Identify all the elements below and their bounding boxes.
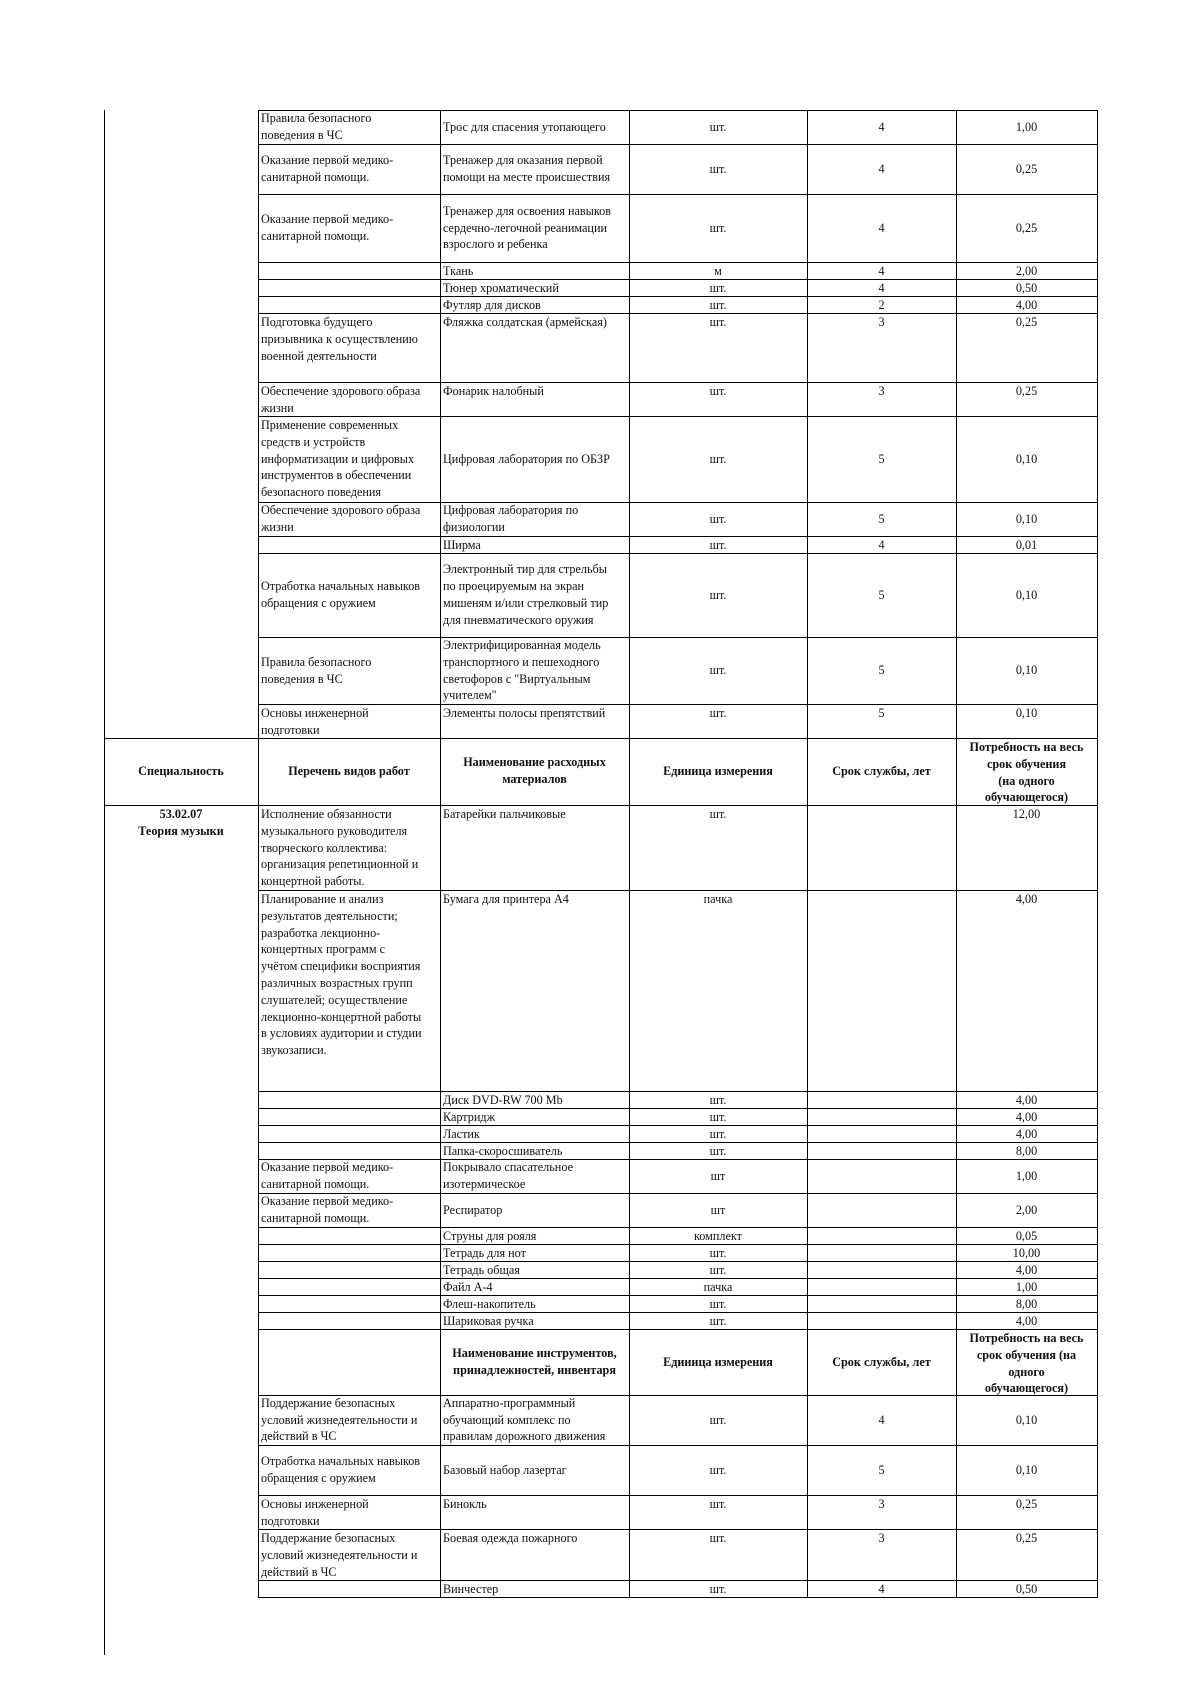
unit-text: шт. — [709, 315, 727, 329]
requirement-text: 0,10 — [1015, 1412, 1038, 1427]
work-type-text: слушателей; осуществление — [261, 992, 408, 1007]
work-type-text: Отработка начальных навыков — [261, 579, 421, 594]
unit-text: шт. — [709, 298, 727, 312]
requirement-text: 0,10 — [1015, 663, 1038, 678]
unit-text: шт. — [709, 1093, 727, 1107]
header-top-line — [104, 738, 1098, 739]
service-life-text: 4 — [878, 538, 885, 552]
unit-text: шт. — [709, 1127, 727, 1141]
unit-text: шт. — [709, 1412, 727, 1427]
service-life-text: 4 — [878, 281, 885, 295]
requirement-text: 4,00 — [1015, 892, 1038, 906]
item-name-text: Аппаратно-программный — [443, 1395, 576, 1410]
work-type-text: безопасного поведения — [261, 485, 382, 500]
work-type-text: действий в ЧС — [261, 1564, 337, 1579]
item-name-text: мишеням и/или стрелковый тир — [443, 596, 609, 610]
unit-text: шт. — [709, 281, 727, 295]
requirement-text: 2,00 — [1015, 264, 1038, 278]
row-divider — [258, 637, 1098, 638]
work-type-text: подготовки — [261, 1513, 320, 1528]
work-type-text: поведения в ЧС — [261, 671, 343, 686]
work-type-text: Обеспечение здорового образа — [261, 503, 421, 518]
service-life-text: 4 — [878, 220, 885, 235]
row-divider — [258, 144, 1098, 145]
item-name-text: Бумага для принтера А4 — [443, 892, 569, 906]
service-life-text: 2 — [878, 298, 885, 312]
work-type-text: обращения с оружием — [261, 596, 376, 610]
work-type-text: учётом специфики восприятия — [261, 959, 421, 974]
header-item-name: Наименование расходных — [463, 755, 606, 769]
column-divider — [629, 110, 630, 738]
work-type-text: результатов деятельности; — [261, 908, 398, 923]
work-type-text: действий в ЧС — [261, 1429, 337, 1444]
unit-text: шт. — [709, 1314, 727, 1328]
work-type-text: Правила безопасного — [261, 111, 372, 126]
work-type-text: Исполнение обязанности — [261, 807, 392, 821]
service-life-text: 3 — [878, 1497, 885, 1511]
unit-text: шт. — [709, 663, 727, 678]
service-life-text: 5 — [878, 451, 885, 466]
requirement-text: 8,00 — [1015, 1144, 1038, 1158]
service-life-text: 3 — [878, 1531, 885, 1545]
unit-text: шт. — [709, 1263, 727, 1277]
item-name-text: взрослого и ребенка — [443, 237, 548, 252]
unit-text: комплект — [694, 1229, 742, 1243]
item-name-text: Фонарик налобный — [443, 384, 544, 398]
item-name-text: Диск DVD-RW 700 Mb — [443, 1093, 563, 1107]
work-type-text: Обеспечение здорового образа — [261, 384, 421, 398]
item-name-text: Флеш-накопитель — [443, 1297, 536, 1311]
work-type-text: санитарной помощи. — [261, 1177, 370, 1191]
item-name-text: Файл А-4 — [443, 1280, 493, 1294]
work-type-text: различных возрастных групп — [261, 976, 413, 990]
item-name-text: Электрифицированная модель — [443, 637, 601, 652]
work-type-text: военной деятельности — [261, 348, 377, 363]
work-type-text: Планирование и анализ — [261, 892, 384, 906]
item-name-text: Бинокль — [443, 1497, 487, 1511]
unit-text: шт. — [709, 807, 727, 821]
unit-text: шт. — [709, 1246, 727, 1260]
item-name-text: правилам дорожного движения — [443, 1429, 606, 1444]
requirement-text: 0,50 — [1015, 281, 1038, 295]
column-divider — [258, 1329, 259, 1597]
requirement-text: 0,25 — [1015, 161, 1038, 176]
unit-text: шт. — [709, 1297, 727, 1311]
row-divider — [258, 1445, 1098, 1446]
requirement-text: 0,25 — [1015, 384, 1038, 398]
row-divider — [258, 110, 1098, 111]
item-name-text: Базовый набор лазертаг — [443, 1462, 567, 1477]
item-name-text: Респиратор — [443, 1202, 503, 1217]
item-name-text: физиологии — [443, 520, 505, 534]
work-type-text: концертной работы. — [261, 874, 365, 889]
unit-text: шт. — [709, 587, 727, 602]
item-name-text: Тетрадь для нот — [443, 1246, 526, 1260]
work-type-text: жизни — [261, 400, 294, 415]
item-name-text: сердечно-легочной реанимации — [443, 220, 608, 235]
unit-text: шт. — [709, 1497, 727, 1511]
requirement-text: 8,00 — [1015, 1297, 1038, 1311]
header-requirement: Потребность на весь — [969, 1331, 1084, 1345]
work-type-text: санитарной помощи. — [261, 229, 370, 243]
service-life-text: 5 — [878, 706, 885, 720]
item-name-text: Тетрадь общая — [443, 1263, 520, 1277]
work-type-text: Основы инженерной — [261, 706, 369, 720]
column-divider — [440, 805, 441, 1329]
column-divider — [1097, 805, 1098, 1329]
service-life-text: 4 — [878, 264, 885, 278]
item-name-text: Элементы полосы препятствий — [443, 706, 606, 720]
item-name-text: Картридж — [443, 1110, 496, 1124]
item-name-text: Боевая одежда пожарного — [443, 1531, 578, 1545]
work-type-text: Основы инженерной — [261, 1497, 369, 1511]
item-name-text: Трос для спасения утопающего — [443, 119, 606, 134]
work-type-text: санитарной помощи. — [261, 1211, 370, 1225]
item-name-text: Покрывало спасательное — [443, 1160, 573, 1175]
unit-text: м — [714, 264, 722, 278]
work-type-text: средств и устройств — [261, 434, 366, 449]
column-divider — [258, 110, 259, 738]
service-life-text: 3 — [878, 384, 885, 398]
requirement-text: 0,25 — [1015, 1531, 1038, 1545]
requirement-text: 12,00 — [1012, 807, 1041, 821]
service-life-text: 5 — [878, 1462, 885, 1477]
work-type-text: условий жизнедеятельности и — [261, 1412, 418, 1427]
unit-text: шт. — [709, 220, 727, 235]
requirement-text: 4,00 — [1015, 1314, 1038, 1328]
requirement-text: 0,01 — [1015, 538, 1038, 552]
service-life-text: 5 — [878, 663, 885, 678]
requirement-text: 0,10 — [1015, 451, 1038, 466]
unit-text: шт. — [709, 538, 727, 552]
service-life-text: 4 — [878, 1412, 885, 1427]
column-divider — [807, 110, 808, 738]
column-divider — [1097, 110, 1098, 738]
header-specialty: Специальность — [138, 764, 224, 778]
unit-text: шт. — [709, 119, 727, 134]
item-name-text: Шариковая ручка — [443, 1314, 534, 1328]
item-name-text: Струны для рояля — [443, 1229, 537, 1243]
header-item-name: материалов — [502, 771, 567, 786]
requirement-text: 0,10 — [1015, 706, 1038, 720]
requirement-text: 0,10 — [1015, 511, 1038, 526]
unit-text: шт. — [709, 1144, 727, 1158]
item-name-text: Ткань — [443, 264, 474, 278]
item-name-text: Папка-скоросшиватель — [443, 1144, 563, 1158]
item-name-text: Батарейки пальчиковые — [443, 807, 566, 821]
work-type-text: Отработка начальных навыков — [261, 1454, 421, 1469]
column-divider — [1097, 1329, 1098, 1597]
header-item-name: Наименование инструментов, — [452, 1346, 617, 1360]
header-item-name: принадлежностей, инвентаря — [453, 1362, 616, 1377]
requirement-text: 0,10 — [1015, 587, 1038, 602]
unit-text: шт. — [709, 706, 727, 720]
item-name-text: помощи на месте происшествия — [443, 170, 611, 184]
work-type-text: разработка лекционно- — [261, 925, 381, 940]
requirement-text: 0,25 — [1015, 1497, 1038, 1511]
item-name-text: обучающий комплекс по — [443, 1412, 571, 1427]
column-divider — [440, 110, 441, 738]
specialty-code: 53.02.07 — [159, 807, 203, 821]
unit-text: шт — [710, 1168, 726, 1183]
work-type-text: лекционно-концертной работы — [261, 1009, 422, 1024]
unit-text: шт. — [709, 161, 727, 176]
work-type-text: Оказание первой медико- — [261, 1194, 394, 1209]
requirement-text: 4,00 — [1015, 1263, 1038, 1277]
unit-text: пачка — [703, 1280, 733, 1294]
row-divider — [258, 194, 1098, 195]
item-name-text: Футляр для дисков — [443, 298, 541, 312]
requirement-text: 1,00 — [1015, 1280, 1038, 1294]
requirement-text: 0,05 — [1015, 1229, 1038, 1243]
unit-text: шт. — [709, 451, 727, 466]
header-requirement: обучающегося) — [984, 1381, 1069, 1396]
work-type-text: Правила безопасного — [261, 654, 372, 669]
work-type-text: инструментов в обеспечении — [261, 468, 412, 483]
header-requirement: Потребность на весь — [969, 740, 1084, 754]
item-name-text: Тюнер хроматический — [443, 281, 559, 295]
service-life-text: 4 — [878, 161, 885, 176]
work-type-text: концертных программ с — [261, 942, 386, 957]
requirement-text: 10,00 — [1012, 1246, 1041, 1260]
item-name-text: Фляжка солдатская (армейская) — [443, 315, 607, 329]
requirement-text: 0,50 — [1015, 1582, 1038, 1596]
column-divider — [956, 110, 957, 738]
column-divider — [807, 805, 808, 1329]
item-name-text: Цифровая лаборатория по ОБЗР — [443, 451, 610, 466]
work-type-text: Оказание первой медико- — [261, 1160, 394, 1175]
work-type-text: творческого коллектива: — [261, 840, 388, 855]
column-divider — [1097, 738, 1098, 805]
work-type-text: организация репетиционной и — [261, 857, 419, 872]
requirement-text: 0,10 — [1015, 1462, 1038, 1477]
work-type-text: Подготовка будущего — [261, 315, 373, 329]
item-name-text: транспортного и пешеходного — [443, 654, 600, 669]
header-unit: Единица измерения — [663, 1355, 773, 1369]
header-requirement: срок обучения (на — [976, 1347, 1077, 1362]
unit-text: шт. — [709, 1110, 727, 1124]
requirement-text: 0,25 — [1015, 315, 1038, 329]
work-type-text: условий жизнедеятельности и — [261, 1547, 418, 1562]
work-type-text: в условиях аудитории и студии — [261, 1026, 422, 1041]
work-type-text: информатизации и цифровых — [261, 451, 415, 466]
header-requirement: обучающегося) — [984, 790, 1069, 805]
item-name-text: Винчестер — [443, 1582, 499, 1596]
item-name-text: Тренажер для освоения навыков — [443, 203, 612, 218]
work-type-text: Поддержание безопасных — [261, 1531, 396, 1545]
header-requirement: срок обучения — [986, 756, 1067, 771]
requirement-text: 0,25 — [1015, 220, 1038, 235]
work-type-text: обращения с оружием — [261, 1471, 376, 1485]
unit-text: шт. — [709, 1531, 727, 1545]
unit-text: пачка — [703, 892, 733, 906]
work-type-text: музыкального руководителя — [261, 823, 408, 838]
requirement-text: 2,00 — [1015, 1202, 1038, 1217]
item-name-text: Ластик — [443, 1127, 480, 1141]
work-type-text: Оказание первой медико- — [261, 212, 394, 227]
requirement-text: 1,00 — [1015, 119, 1038, 134]
work-type-text: Поддержание безопасных — [261, 1395, 396, 1410]
work-type-text: санитарной помощи. — [261, 170, 370, 184]
work-type-text: Применение современных — [261, 418, 399, 432]
item-name-text: Тренажер для оказания первой — [443, 153, 603, 168]
item-name-text: учителем" — [443, 688, 497, 703]
service-life-text: 4 — [878, 1582, 885, 1596]
service-life-text: 3 — [878, 315, 885, 329]
work-type-text: жизни — [261, 520, 294, 534]
unit-text: шт. — [709, 384, 727, 398]
column-divider — [258, 805, 259, 1329]
requirement-text: 4,00 — [1015, 1093, 1038, 1107]
item-name-text: по проецируемым на экран — [443, 579, 585, 594]
work-type-text: призывника к осуществлению — [261, 331, 418, 346]
item-name-text: для пневматического оружия — [443, 612, 594, 627]
work-type-text: звукозаписи. — [261, 1043, 327, 1058]
work-type-text: подготовки — [261, 722, 320, 737]
work-type-text: поведения в ЧС — [261, 128, 343, 142]
requirement-text: 1,00 — [1015, 1168, 1038, 1183]
header-requirement: (на одного — [998, 773, 1055, 788]
work-type-text: Оказание первой медико- — [261, 153, 394, 168]
unit-text: шт. — [709, 511, 727, 526]
item-name-text: Электронный тир для стрельбы — [443, 562, 607, 577]
unit-text: шт — [710, 1202, 726, 1217]
item-name-text: светофоров с "Виртуальным — [443, 671, 591, 686]
unit-text: шт. — [709, 1582, 727, 1596]
header-work-types: Перечень видов работ — [288, 764, 410, 778]
requirement-text: 4,00 — [1015, 1110, 1038, 1124]
service-life-text: 5 — [878, 587, 885, 602]
item-name-text: Цифровая лаборатория по — [443, 503, 579, 518]
header-unit: Единица измерения — [663, 764, 773, 778]
service-life-text: 5 — [878, 511, 885, 526]
service-life-text: 4 — [878, 119, 885, 134]
item-name-text: Ширма — [443, 538, 481, 552]
requirement-text: 4,00 — [1015, 1127, 1038, 1141]
header-service-life: Срок службы, лет — [832, 1355, 931, 1369]
specialty-code: Теория музыки — [138, 823, 224, 838]
item-name-text: изотермическое — [443, 1177, 526, 1191]
header-requirement: одного — [1008, 1364, 1045, 1379]
unit-text: шт. — [709, 1462, 727, 1477]
requirement-text: 4,00 — [1015, 298, 1038, 312]
left-border-line — [104, 110, 105, 1655]
header-service-life: Срок службы, лет — [832, 764, 931, 778]
